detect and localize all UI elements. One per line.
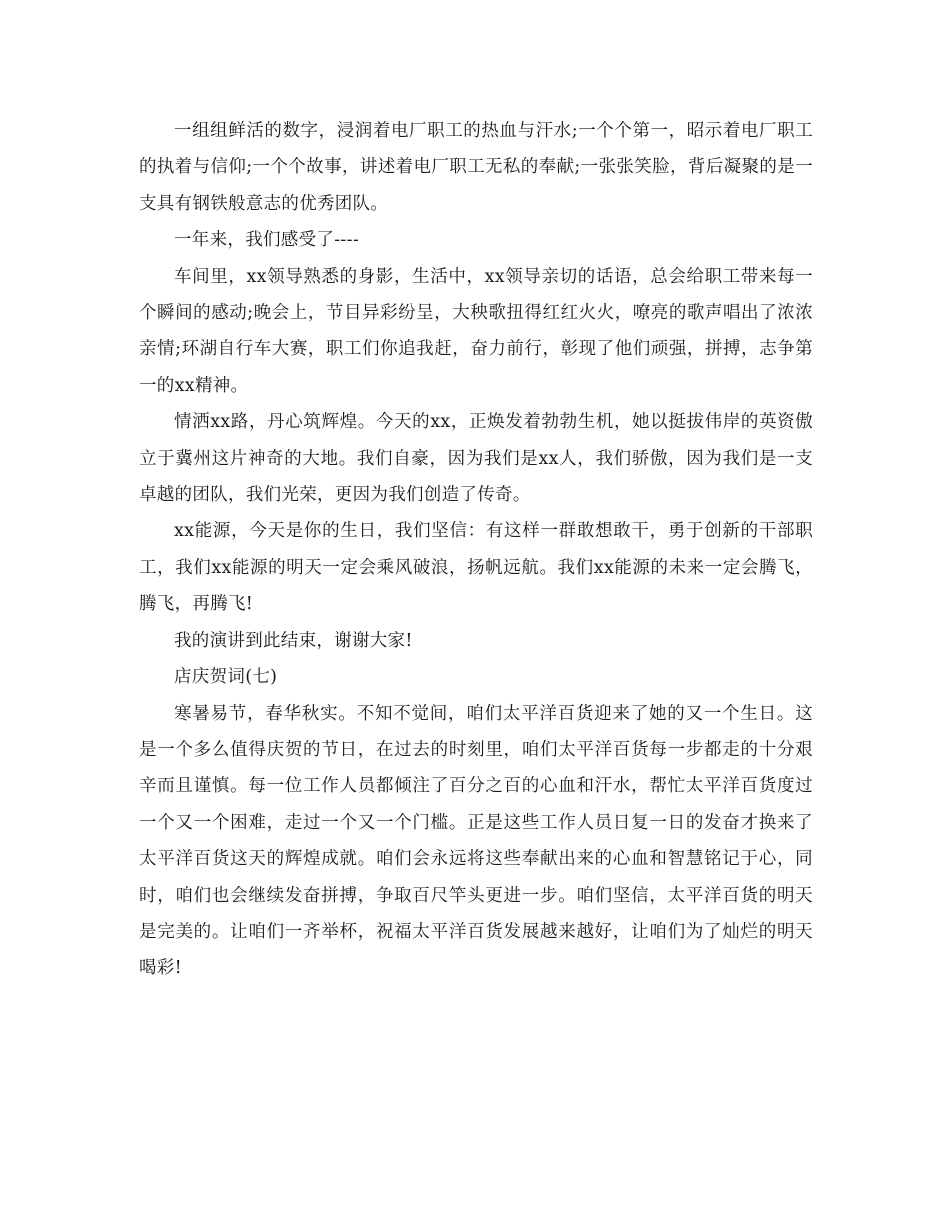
paragraph-birthday: xx能源，今天是你的生日，我们坚信：有这样一群敢想敢干，勇于创新的干部职工，我们xx能源的明天一定会乘风破浪，扬帆远航。我们xx能源的未来一定会腾飞，腾飞，再腾飞!	[139, 521, 813, 615]
paragraph-store-anniversary: 寒暑易节，春华秋实。不知不觉间，咱们太平洋百货迎来了她的又一个生日。这是一个多么值得庆贺的节日，在过去的时刻里，咱们太平洋百货每一步都走的十分艰辛而且谨慎。每一位工作人员都倾注了百分之百的心血和汗水，帮忙太平洋百货度过一个又一个困难，走过一个又一个门槛。正是这些工作人员日复一日的发奋才换来了太平洋百货这天的辉煌成就。咱们会永远将这些奉献出来的心血和智慧铭记于心，同时，咱们也会继续发奋拼搏，争取百尺竿头更进一步。咱们坚信，太平洋百货的明天是完美的。让咱们一齐举杯，祝福太平洋百货发展越来越好，让咱们为了灿烂的明天喝彩!	[139, 703, 813, 979]
paragraph-closing: 我的演讲到此结束，谢谢大家!	[174, 630, 413, 651]
paragraph-workshop: 车间里，xx领导熟悉的身影，生活中，xx领导亲切的话语，总会给职工带来每一个瞬间的感动;晚会上，节目异彩纷呈，大秧歌扭得红红火火，嘹亮的歌声唱出了浓浓亲情;环湖自行车大赛，职工们你追我赶，奋力前行，彰现了他们顽强，拼搏，志争第一的xx精神。	[139, 266, 813, 396]
paragraph-glory: 情洒xx路，丹心筑辉煌。今天的xx，正焕发着勃勃生机，她以挺拔伟岸的英资傲立于冀州这片神奇的大地。我们自豪，因为我们是xx人，我们骄傲，因为我们是一支卓越的团队，我们光荣，更因为我们创造了传奇。	[139, 412, 813, 506]
paragraph-numbers: 一组组鲜活的数字，浸润着电厂职工的热血与汗水;一个个第一，昭示着电厂职工的执着与信仰;一个个故事，讲述着电厂职工无私的奉献;一张张笑脸，背后凝聚的是一支具有钢铁般意志的优秀团队。	[139, 121, 813, 214]
paragraph-year-intro: 一年来，我们感受了----	[174, 230, 360, 251]
section-heading: 店庆贺词(七)	[174, 667, 278, 688]
document-body	[139, 113, 813, 987]
